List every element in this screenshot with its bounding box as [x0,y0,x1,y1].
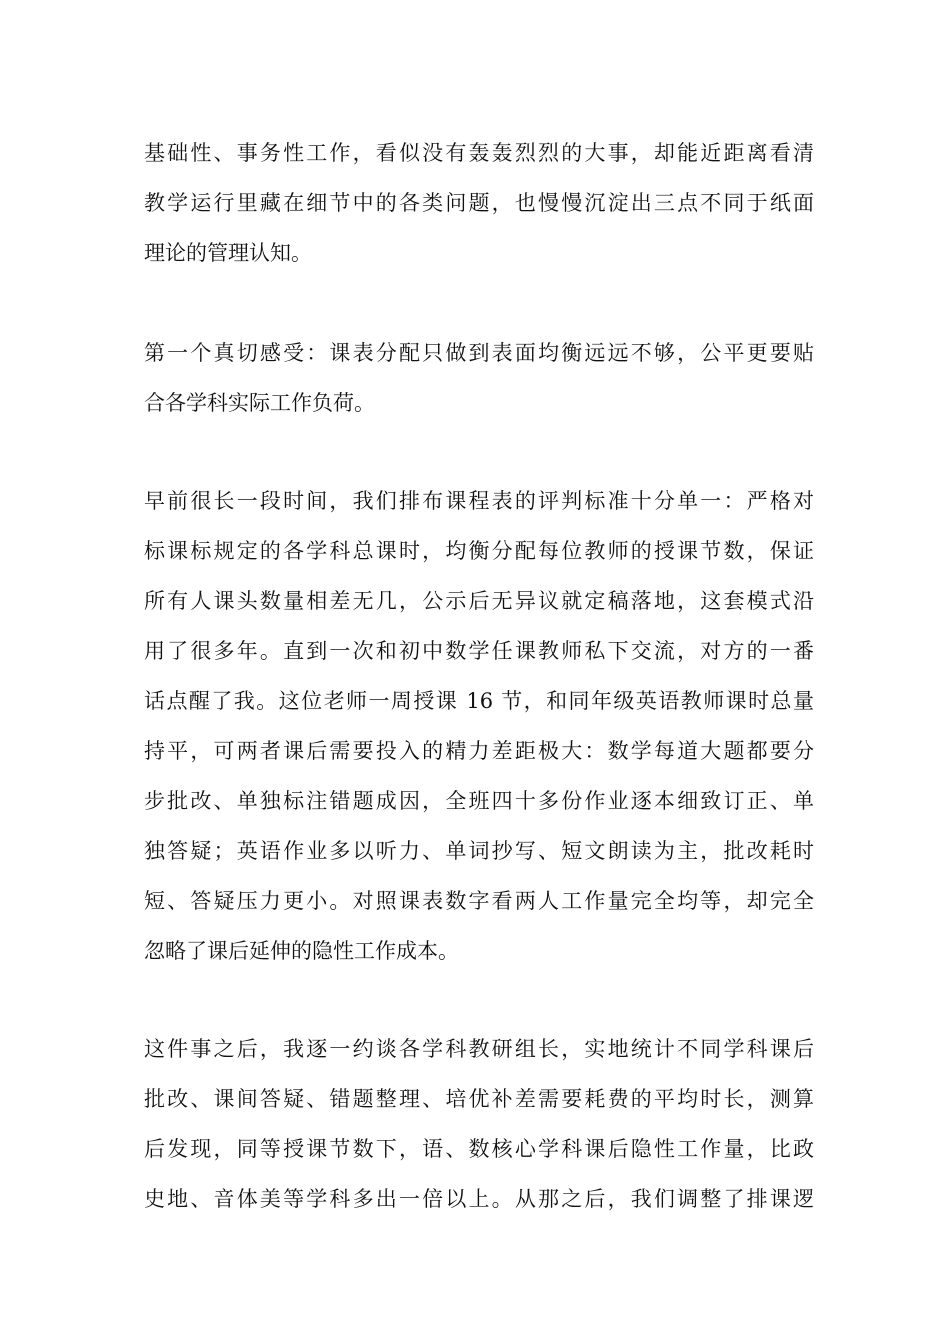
paragraph-3 [144,476,814,976]
text-line: 用了很多年。直到一次和初中数学任课教师私下交流，对方的一番 [144,639,814,663]
text-line: 理论的管理认知。 [144,241,312,265]
text-line: 史地、音体美等学科多出一倍以上。从那之后，我们调整了排课逻 [144,1187,814,1211]
text-line: 后发现，同等授课节数下，语、数核心学科课后隐性工作量，比政 [144,1137,814,1161]
paragraph-1 [144,128,814,278]
text-line: 独答疑；英语作业多以听力、单词抄写、短文朗读为主，批改耗时 [144,839,814,863]
text-line: 这件事之后，我逐一约谈各学科教研组长，实地统计不同学科课后 [144,1037,814,1061]
text-line: 合各学科实际工作负荷。 [144,391,375,415]
text-line: 教学运行里藏在细节中的各类问题，也慢慢沉淀出三点不同于纸面 [144,191,814,215]
text-line: 话点醒了我。这位老师一周授课 16 节，和同年级英语教师课时总量 [144,689,814,713]
text-line: 所有人课头数量相差无几，公示后无异议就定稿落地，这套模式沿 [144,589,814,613]
text-line: 第一个真切感受：课表分配只做到表面均衡远远不够，公平更要贴 [144,341,814,365]
text-line: 短、答疑压力更小。对照课表数字看两人工作量完全均等，却完全 [144,889,814,913]
paragraph-2 [144,328,814,428]
text-line: 步批改、单独标注错题成因，全班四十多份作业逐本细致订正、单 [144,789,814,813]
text-line: 持平，可两者课后需要投入的精力差距极大：数学每道大题都要分 [144,739,814,763]
text-line: 基础性、事务性工作，看似没有轰轰烈烈的大事，却能近距离看清 [144,141,814,165]
text-line: 忽略了课后延伸的隐性工作成本。 [144,939,459,963]
paragraph-4 [144,1024,814,1224]
text-line: 批改、课间答疑、错题整理、培优补差需要耗费的平均时长，测算 [144,1087,814,1111]
text-line: 标课标规定的各学科总课时，均衡分配每位教师的授课节数，保证 [144,539,814,563]
text-line: 早前很长一段时间，我们排布课程表的评判标准十分单一：严格对 [144,489,814,513]
